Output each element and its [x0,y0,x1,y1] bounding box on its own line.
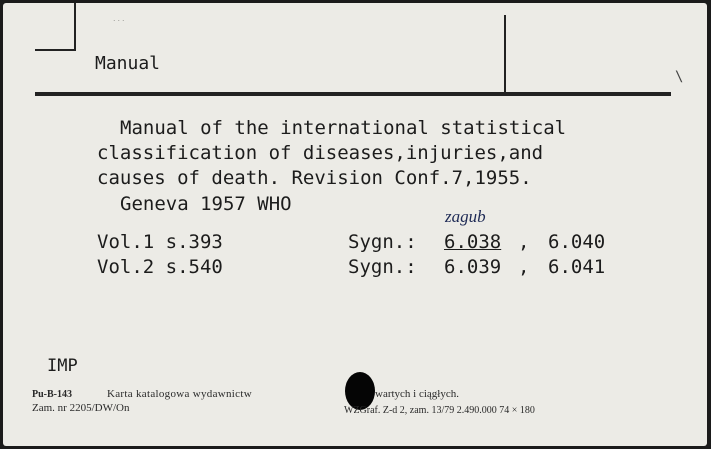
footer-form-code: Pu-B-143 [32,389,72,400]
signature-sep-2: , [518,256,530,278]
signature-second-1: 6.040 [548,231,606,253]
signature-sep-1: , [518,231,530,253]
footer-form-title-left: Karta katalogowa wydawnictw [107,388,252,400]
catalog-card [3,3,707,446]
header-vertical-divider [504,15,506,93]
title-line-2: classification of diseases,injuries,and [97,142,544,164]
footer-form-title-right: wartych i ciągłych. [375,388,459,400]
signature-label-1: Sygn.: [348,231,417,253]
volume-1: Vol.1 s.393 [97,231,223,253]
signature-first-2: 6.039 [444,256,502,278]
corner-tick: \ [675,69,684,85]
header-rule [35,92,671,96]
faded-heading: ... [113,13,127,23]
place-line: Geneva 1957 WHO [120,193,292,215]
corner-mark-vertical [74,3,76,50]
code-label: IMP [47,356,78,376]
footer-order: Zam. nr 2205/DW/On [32,402,130,414]
volume-2: Vol.2 s.540 [97,256,223,278]
handwritten-note: zagub [445,207,486,226]
signature-second-2: 6.041 [548,256,606,278]
corner-mark-horizontal [35,49,76,51]
signature-label-2: Sygn.: [348,256,417,278]
title-line-3: causes of death. Revision Conf.7,1955. [97,167,532,189]
signature-first-1: 6.038 [444,231,502,253]
card-heading: Manual [95,53,161,74]
title-line-1: Manual of the international statistical [120,117,567,139]
footer-print-info: WZGraf. Z-d 2, zam. 13/79 2.490.000 74 × 180 [344,405,535,416]
